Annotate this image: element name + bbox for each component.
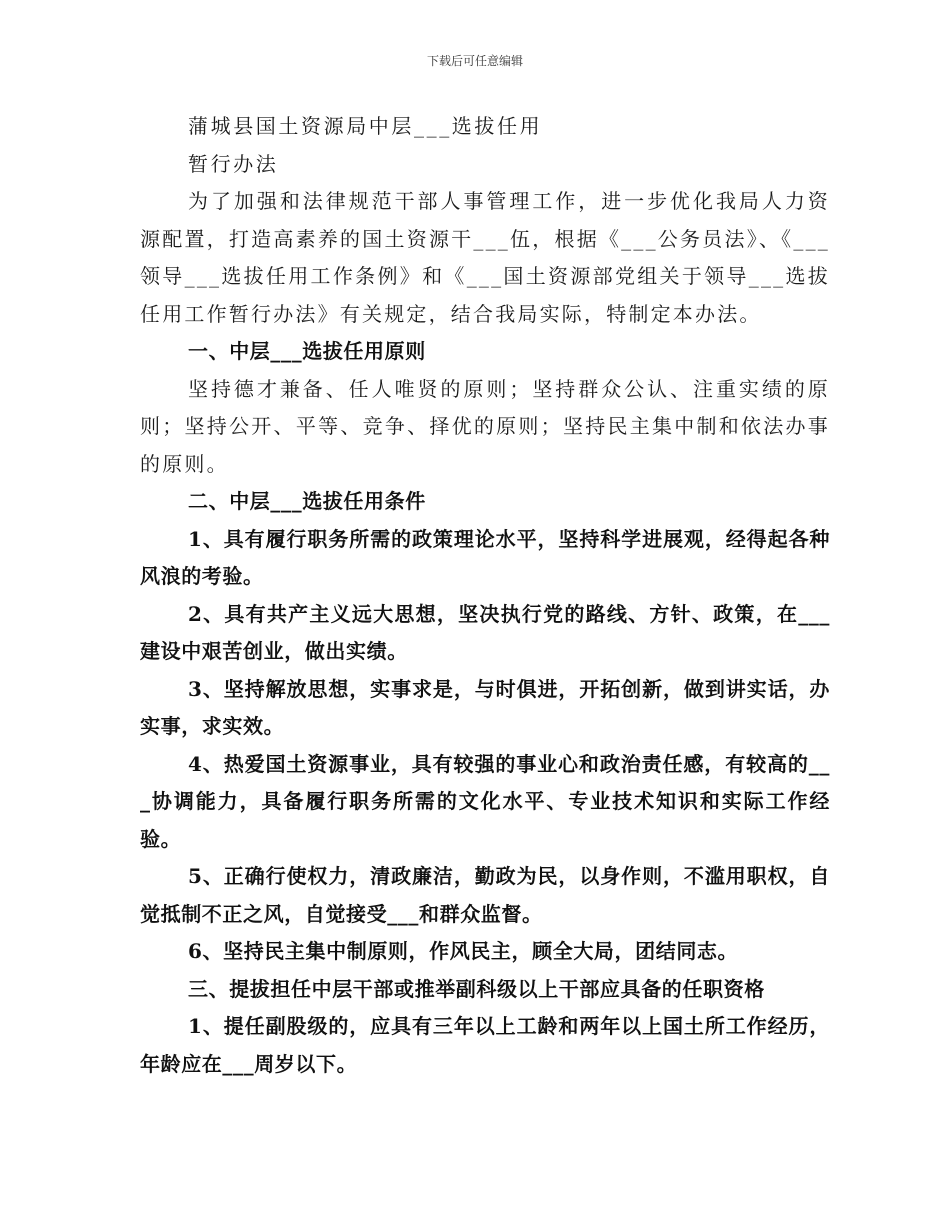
qualification-item-1: 1、提任副股级的，应具有三年以上工龄和两年以上国土所工作经历，年龄应在___周岁以下。 xyxy=(140,1014,830,1076)
condition-item-3: 3、坚持解放思想，实事求是，与时俱进，开拓创新，做到讲实话，办实事，求实效。 xyxy=(140,676,830,738)
doc-title-line2: 暂行办法 xyxy=(188,151,279,176)
condition-item-1: 1、具有履行职务所需的政策理论水平，坚持科学进展观，经得起各种风浪的考验。 xyxy=(140,526,830,588)
condition-item-6: 6、坚持民主集中制原则，作风民主，顾全大局，团结同志。 xyxy=(188,939,739,963)
section2-heading: 二、中层___选拔任用条件 xyxy=(188,489,426,513)
intro-paragraph: 为了加强和法律规范干部人事管理工作，进一步优化我局人力资源配置，打造高素养的国土资源干___伍，根据《___公务员法》、《___领导___选拔任用工作条例》和《___国土资源部党组关于领导___选拔任用工作暂行办法》有关规定，结合我局实际，特制定本办法。 xyxy=(140,189,830,326)
section3-heading: 三、提拔担任中层干部或推举副科级以上干部应具备的任职资格 xyxy=(188,976,765,1001)
condition-item-4: 4、热爱国土资源事业，具有较强的事业心和政治责任感，有较高的___协调能力，具备履行职务所需的文化水平、专业技术知识和实际工作经验。 xyxy=(140,751,830,851)
section1-body: 坚持德才兼备、任人唯贤的原则；坚持群众公认、注重实绩的原则；坚持公开、平等、竞争、择优的原则；坚持民主集中制和依法办事的原则。 xyxy=(140,376,830,476)
condition-item-2: 2、具有共产主义远大思想，坚决执行党的路线、方针、政策，在___建设中艰苦创业，做出实绩。 xyxy=(140,601,830,663)
section1-heading: 一、中层___选拔任用原则 xyxy=(188,339,426,363)
document-body xyxy=(140,108,830,1083)
doc-title-line1: 蒲城县国土资源局中层___选拔任用 xyxy=(188,114,543,138)
condition-item-5: 5、正确行使权力，清政廉洁，勤政为民，以身作则，不滥用职权，自觉抵制不正之风，自觉接受___和群众监督。 xyxy=(140,864,830,926)
page-header: 下载后可任意编辑 xyxy=(426,54,523,68)
